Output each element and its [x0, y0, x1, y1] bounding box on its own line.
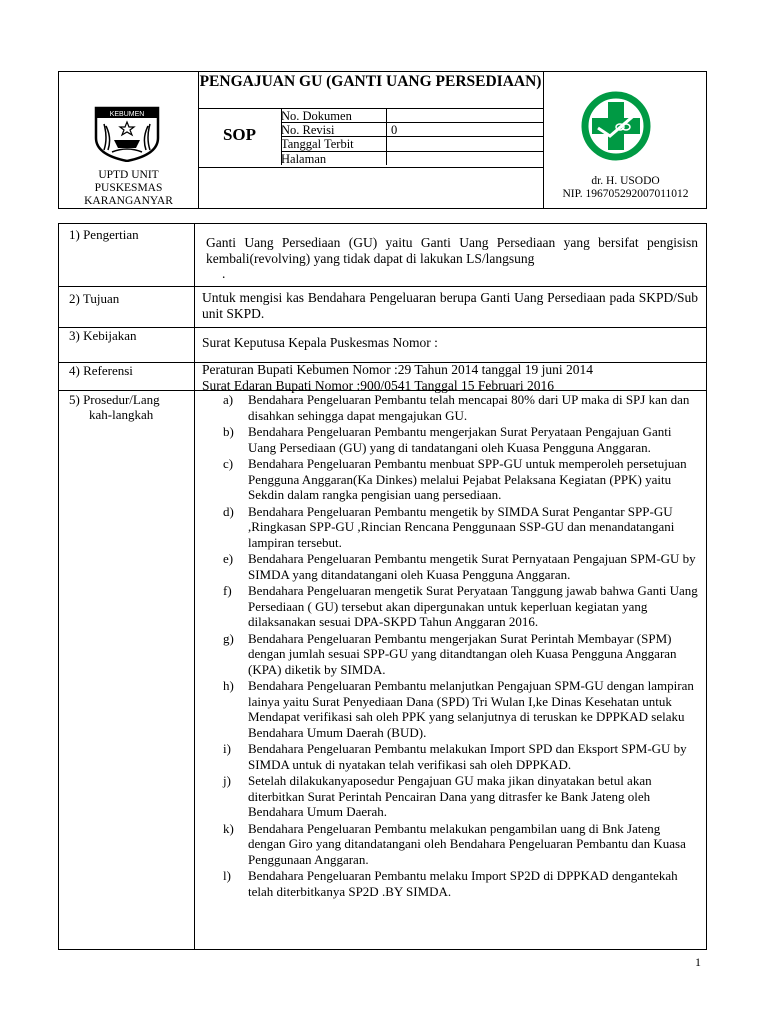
step-text: Bendahara Pengeluaran Pembantu mengetik by SIMDA Surat Pengantar SPP-GU ,Ringkasan SPP-GU ,Rincian Rencana Penggunaan SSP-GU dan menandatangani lampiran tersebut.: [248, 503, 675, 550]
procedure-steps: [223, 392, 698, 900]
meta-label: No. Revisi: [281, 123, 335, 137]
definition-text: Ganti Uang Persediaan (GU) yaitu Ganti Uang Persediaan yang bersifat pengisisn kembali(revolving) yang tidak dapat di lakukan LS/langsung: [206, 235, 698, 266]
list-item: [223, 868, 698, 899]
step-text: Bendahara Pengeluaran Pembantu menbuat SPP-GU untuk memperoleh persetujuan Pengguna Anggaran(Ka Dinkes) melalui Pejabat Pelaksana Kegiatan (PPK) yaitu Sekdin dalam rangka pengisian uang persediaan.: [248, 456, 687, 502]
signature-block: [543, 175, 708, 201]
list-item: [223, 583, 698, 630]
divider: [194, 224, 195, 949]
section-text: [206, 235, 698, 282]
list-item: [223, 392, 698, 423]
section-label: 3) Kebijakan: [69, 328, 137, 343]
section-text: [202, 362, 698, 393]
reference-line: Surat Edaran Bupati Nomor :900/0541 Tanggal 15 Februari 2016: [202, 377, 554, 393]
step-text: Bendahara Pengeluaran Pembantu mengerjakan Surat Peryataan Pengajuan Ganti Uang Persediaan (GU) yang di tandatangani oleh Kuasa Pengguna Anggaran.: [248, 424, 672, 455]
definition-dot: .: [222, 266, 226, 281]
step-letter: i): [223, 741, 231, 756]
divider: [59, 327, 706, 328]
header-table: [58, 71, 707, 209]
step-text: Bendahara Pengeluaran Pembantu melanjutkan Pengajuan SPM-GU dengan lampiran lainya yaitu Surat Penyediaan Dana (SPD) Tri Wulan I,ke Dinas Kesehatan untuk Mendapat verifikasi sah oleh PPK yang selanjutnya di teruskan ke DPPKAD selaku Bendahara Umum Daerah (BUD).: [248, 678, 694, 740]
section-text: Untuk mengisi kas Bendahara Pengeluaran berupa Ganti Uang Persediaan pada SKPD/Sub unit SKPD.: [202, 290, 698, 321]
list-item: [223, 821, 698, 868]
divider: [386, 122, 543, 123]
signer-name: dr. H. USODO: [591, 175, 660, 187]
step-letter: g): [223, 630, 234, 646]
step-letter: d): [223, 503, 234, 519]
meta-label: Tanggal Terbit: [281, 137, 354, 151]
sop-label: SOP: [222, 125, 257, 144]
list-item: [223, 504, 698, 551]
step-letter: a): [223, 392, 234, 407]
unit-line: KARANGANYAR: [84, 195, 173, 207]
list-item: [223, 678, 698, 740]
crest-text: KEBUMEN: [109, 111, 145, 118]
step-letter: j): [223, 773, 231, 788]
section-text: Surat Keputusa Kepala Puskesmas Nomor :: [202, 335, 438, 350]
step-text: Bendahara Pengeluaran mengetik Surat Peryataan Tanggung jawab bahwa Ganti Uang Persediaan ( GU) tersebut akan dipergunakan untuk keperluan kegiatan yang dilaksanakan sesuai DPA-SKPD Tahun Anggaran 2016.: [248, 583, 698, 629]
list-item: [223, 424, 698, 455]
meta-value: 0: [391, 123, 398, 137]
step-letter: c): [223, 456, 234, 471]
meta-label: No. Dokumen: [281, 109, 352, 123]
section-label: [69, 392, 160, 422]
list-item: [223, 456, 698, 503]
unit-line: PUSKESMAS: [94, 182, 163, 194]
reference-line: Peraturan Bupati Kebumen Nomor :29 Tahun 2014 tanggal 19 juni 2014: [202, 362, 593, 377]
step-text: Bendahara Pengeluaran Pembantu mengerjakan Surat Perintah Membayar (SPM) dengan jumlah sesuai SPP-GU yang ditandtangan oleh Kuasa Pengguna Anggaran (KPA) diketik by SIMDA.: [248, 630, 677, 677]
unit-line: UPTD UNIT: [98, 169, 159, 181]
step-text: Bendahara Pengeluaran Pembantu mengetik Surat Pernyataan Pengajuan SPM-GU by SIMDA yang ditandatangani oleh Kuasa Pengguna Anggaran.: [248, 551, 696, 582]
step-text: Bendahara Pengeluaran Pembantu melakukan pengambilan uang di Bnk Jateng dengan Giro yang ditandatangani oleh Bendahara Pengeluaran Pembantu dan Kuasa Penggunaan Anggaran.: [248, 820, 686, 867]
list-item: [223, 551, 698, 582]
step-letter: h): [223, 678, 234, 693]
step-letter: l): [223, 868, 231, 883]
section-label: 1) Pengertian: [69, 227, 139, 242]
unit-name: [59, 169, 198, 208]
step-text: Bendahara Pengeluaran Pembantu melaku Import SP2D di DPPKAD dengantekah telah diterbitkanya SP2D .BY SIMDA.: [248, 868, 678, 899]
step-text: Bendahara Pengeluaran Pembantu melakukan Import SPD dan Eksport SPM-GU by SIMDA untuk di nyatakan telah verifikasi sah oleh DPPKAD.: [248, 741, 687, 772]
section-label: 2) Tujuan: [69, 291, 120, 306]
label-line: 5) Prosedur/Lang: [69, 392, 160, 407]
document-title: PENGAJUAN GU (GANTI UANG PERSEDIAAN): [199, 73, 542, 90]
divider: [198, 108, 543, 109]
signer-nip: NIP. 196705292007011012: [562, 188, 689, 200]
list-item: [223, 631, 698, 678]
page-number: 1: [695, 955, 701, 969]
procedure-table: [58, 223, 707, 950]
health-cross-logo: [580, 90, 652, 162]
list-item: [223, 773, 698, 820]
divider: [198, 167, 543, 168]
step-letter: b): [223, 424, 234, 439]
kebumen-crest-logo: [92, 104, 162, 162]
step-letter: k): [223, 820, 234, 836]
step-text: Setelah dilakukanyaposedur Pengajuan GU maka jikan dinyatakan betul akan diterbitkan Surat Perintah Pencairan Dana yang ditrasfer ke Bank Jateng oleh Bendahara Umum Daerah.: [248, 773, 652, 819]
section-label: 4) Referensi: [69, 363, 133, 378]
step-text: Bendahara Pengeluaran Pembantu telah mencapai 80% dari UP maka di SPJ kan dan disahkan sehingga dapat mengajukan GU.: [248, 392, 690, 423]
step-letter: f): [223, 583, 232, 598]
divider: [386, 136, 543, 137]
meta-label: Halaman: [281, 152, 327, 166]
divider: [386, 151, 543, 152]
label-line: kah-langkah: [89, 407, 154, 422]
list-item: [223, 741, 698, 772]
step-letter: e): [223, 551, 234, 566]
divider: [59, 286, 706, 287]
